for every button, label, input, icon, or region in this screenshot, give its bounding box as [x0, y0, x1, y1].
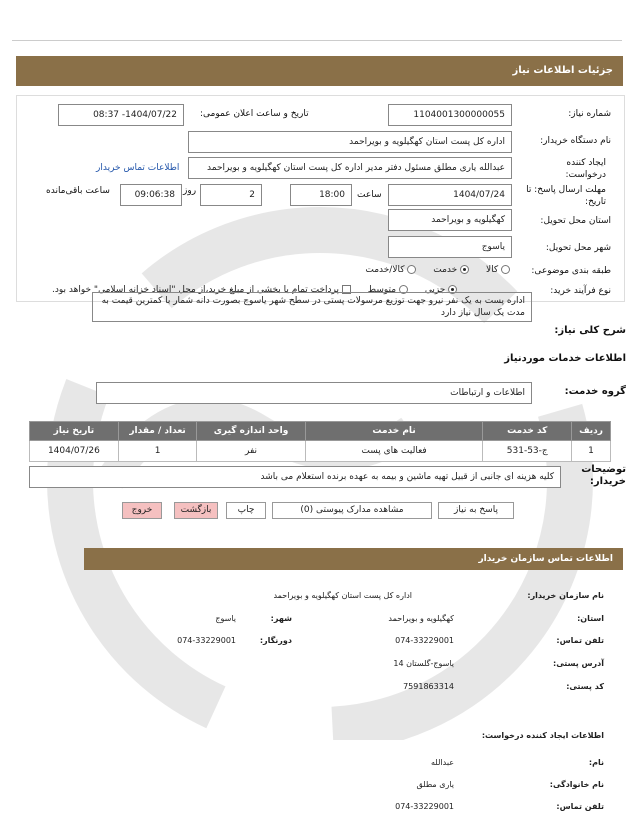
postal-value: 7591863314: [403, 682, 454, 691]
cell-date: 1404/07/26: [30, 441, 119, 462]
category-label: طبقه بندی موضوعی:: [531, 266, 611, 276]
cell-row: 1: [572, 441, 611, 462]
buyer-field: اداره کل پست استان کهگیلویه و بویراحمد: [188, 131, 512, 153]
deadline-time-field: 18:00: [290, 184, 352, 206]
fax-value: 074-33229001: [177, 636, 236, 645]
service-group-label: گروه خدمت:: [564, 386, 626, 397]
address-value: یاسوج-گلستان 14: [393, 659, 454, 668]
service-group-field: اطلاعات و ارتباطات: [96, 382, 532, 404]
process-option-medium: متوسط: [367, 285, 397, 295]
th-unit: واحد اندازه گیری: [197, 422, 305, 441]
process-label: نوع فرآیند خرید:: [550, 286, 611, 296]
days-field: 2: [200, 184, 262, 206]
name-value: عبدالله: [431, 758, 454, 767]
city-label: شهر محل تحویل:: [545, 243, 611, 253]
services-title: اطلاعات خدمات موردنیاز: [504, 353, 626, 364]
org-label: نام سازمان خریدار:: [527, 591, 604, 600]
summary-label: شرح کلی نیاز:: [554, 325, 626, 336]
process-option-minor: جزیی: [424, 285, 446, 295]
address-label: آدرس پستی:: [553, 659, 604, 668]
phone-value: 074-33229001: [395, 636, 454, 645]
category-option-goods: کالا: [485, 265, 499, 275]
contact-header: [84, 548, 623, 570]
summary-text: اداره پست به یک نفر نیرو جهت توزیع مرسولات پستی در سطح شهر یاسوج بصورت دانه شمار با کمترین قیمت به مدت یک سال نیاز دارد: [101, 296, 525, 318]
reply-button[interactable]: پاسخ به نیاز: [438, 502, 514, 519]
payment-note: پرداخت تمام یا بخشی از مبلغ خرید،از محل "اسناد خزانه اسلامی" خواهد بود.: [52, 285, 340, 295]
th-qty: تعداد / مقدار: [118, 422, 197, 441]
time-label: ساعت: [357, 190, 382, 200]
family-label: نام خانوادگی:: [549, 780, 604, 789]
creator-phone-label: تلفن تماس:: [556, 802, 604, 811]
city-field: یاسوج: [388, 236, 512, 258]
deadline-date-field: 1404/07/24: [388, 184, 512, 206]
province-label: استان محل تحویل:: [540, 216, 611, 226]
th-code: کد خدمت: [483, 422, 572, 441]
contact-province-label: استان:: [577, 614, 604, 623]
category-option-service: خدمت: [433, 265, 458, 275]
creator-info-title: اطلاعات ایجاد کننده درخواست:: [481, 731, 604, 740]
th-name: نام خدمت: [305, 422, 483, 441]
th-row: ردیف: [572, 422, 611, 441]
name-label: نام:: [588, 758, 604, 767]
postal-label: کد پستی:: [566, 682, 604, 691]
creator-label-text: ایجاد کننده درخواست:: [565, 158, 606, 180]
summary-field: [92, 292, 532, 322]
category-radio-goods-service[interactable]: [407, 265, 416, 274]
contact-link[interactable]: اطلاعات تماس خریدار: [96, 163, 180, 173]
back-button[interactable]: بازگشت: [174, 502, 218, 519]
table-row: [30, 441, 611, 462]
fax-label: دورنگار:: [259, 636, 292, 645]
cell-code: ج-53-531: [483, 441, 572, 462]
category-option-goods-service: کالا/خدمت: [365, 265, 405, 275]
th-date: تاریخ نیاز: [30, 422, 119, 441]
announce-field: 1404/07/22- 08:37: [58, 104, 184, 126]
days-label: روز: [183, 186, 197, 196]
services-table: [29, 421, 611, 462]
deadline-label: [526, 184, 606, 208]
creator-phone-value: 074-33229001: [395, 802, 454, 811]
deadline-label-text: مهلت ارسال پاسخ: تا تاریخ:: [526, 185, 606, 207]
creator-field: عبدالله یاری مطلق مسئول دفتر مدیر اداره کل پست استان کهگیلویه و بویراحمد: [188, 157, 512, 179]
print-button[interactable]: چاپ: [226, 502, 266, 519]
family-value: یاری مطلق: [416, 780, 454, 789]
announce-label: تاریخ و ساعت اعلان عمومی:: [200, 109, 309, 119]
remaining-time-field: 09:06:38: [120, 184, 182, 206]
phone-label: تلفن تماس:: [556, 636, 604, 645]
need-number-field: 1104001300000055: [388, 104, 512, 126]
buyer-notes-label-text: توضیحات خریدار:: [581, 464, 626, 487]
buyer-notes-field: کلیه هزینه ای جانبی از قبیل تهیه ماشین و بیمه به عهده برنده استعلام می باشد: [29, 466, 561, 488]
table-header-row: [30, 422, 611, 441]
remaining-label: ساعت باقی‌مانده: [46, 186, 110, 196]
attachments-button[interactable]: مشاهده مدارک پیوستی (0): [272, 502, 432, 519]
page-title: جزئیات اطلاعات نیاز: [512, 65, 613, 76]
need-number-label: شماره نیاز:: [568, 109, 611, 119]
top-border: [12, 40, 622, 41]
cell-qty: 1: [118, 441, 197, 462]
exit-button[interactable]: خروج: [122, 502, 162, 519]
creator-label: [526, 157, 606, 181]
category-radio-goods[interactable]: [501, 265, 510, 274]
category-radio-service[interactable]: [460, 265, 469, 274]
contact-city-value: یاسوج: [215, 614, 236, 623]
cell-unit: نفر: [197, 441, 305, 462]
province-field: کهگیلویه و بویراحمد: [388, 209, 512, 231]
page-header: [16, 56, 623, 86]
buyer-notes-label: [566, 464, 626, 488]
org-value: اداره کل پست استان کهگیلویه و بویراحمد: [273, 591, 412, 600]
contact-title: اطلاعات تماس سازمان خریدار: [478, 554, 613, 564]
buyer-label: نام دستگاه خریدار:: [540, 136, 611, 146]
contact-city-label: شهر:: [270, 614, 292, 623]
cell-name: فعالیت های پست: [305, 441, 483, 462]
category-radio-group: [365, 265, 510, 275]
contact-province-value: کهگیلویه و بویراحمد: [388, 614, 454, 623]
